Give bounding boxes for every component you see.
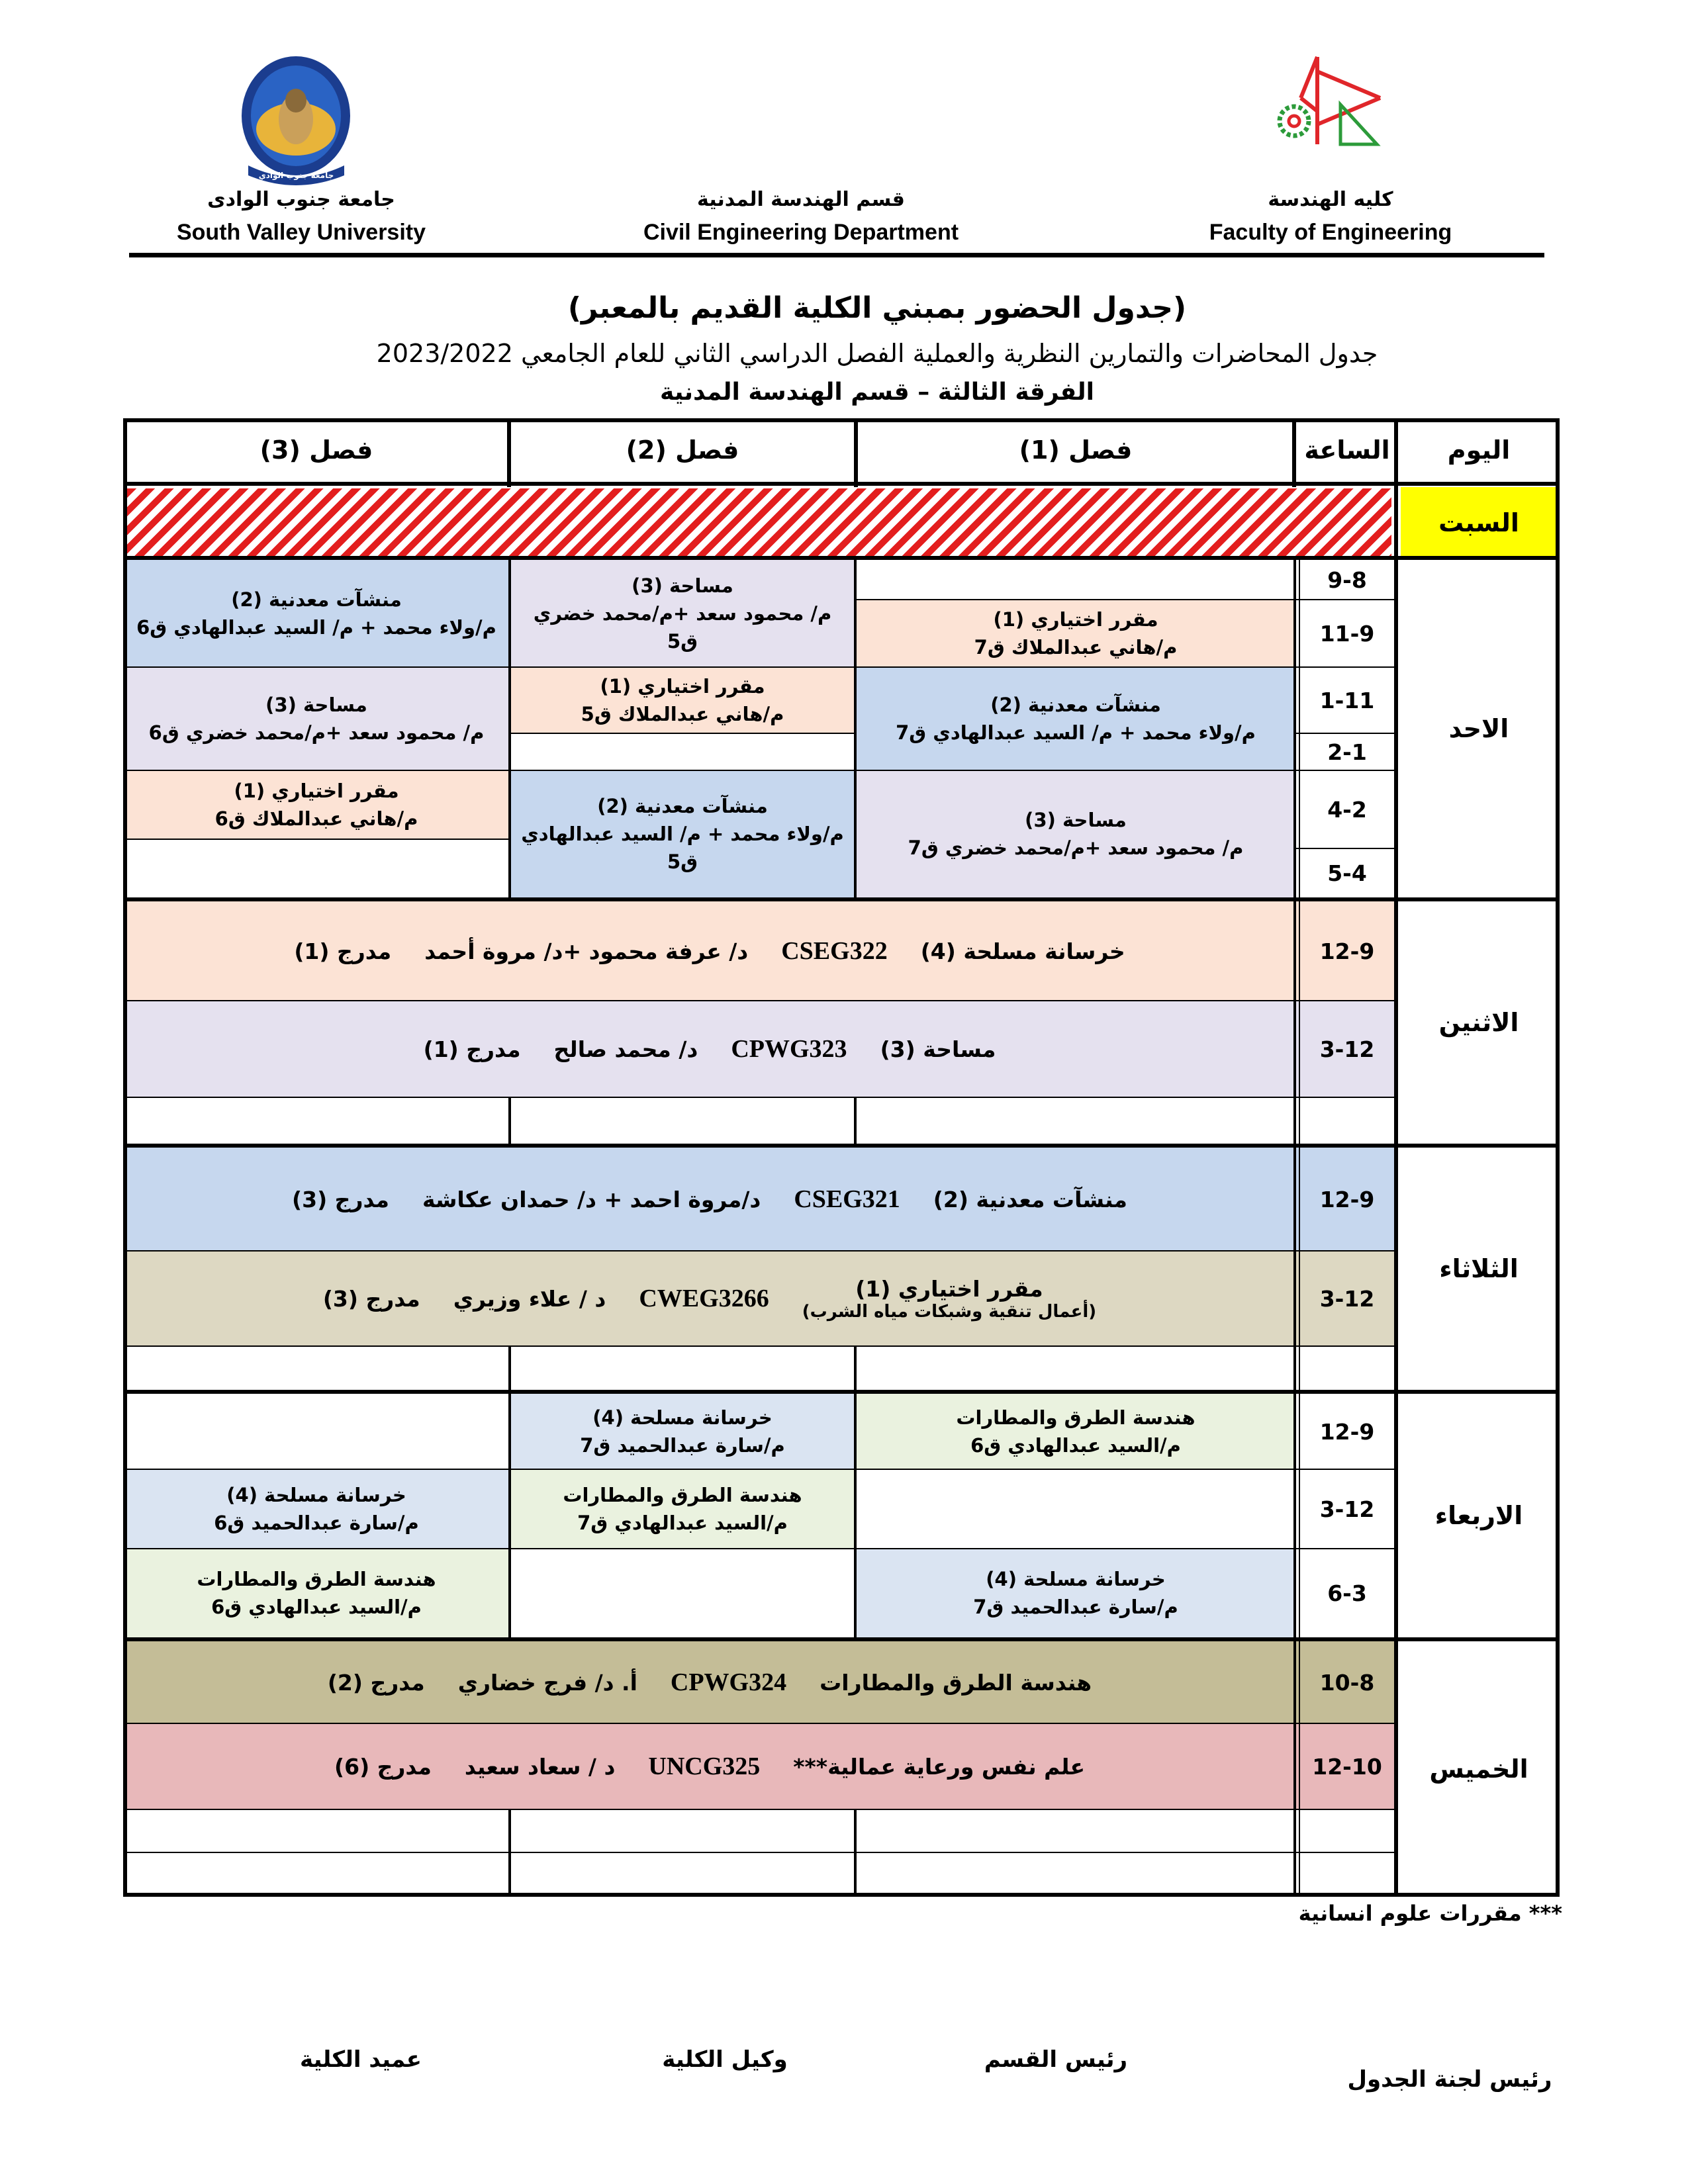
page-subtitle: جدول المحاضرات والتمارين النظرية والعملية الفصل الدراسي الثاني للعام الجامعي 2023/2022 — [376, 339, 1378, 368]
time-mon-2: 3-12 — [1296, 1001, 1398, 1097]
time-sun-3: 1-11 — [1319, 687, 1375, 713]
page-title: (جدول الحضور بمبني الكلية القديم بالمعبر) — [567, 291, 1187, 325]
faculty-name-en: Faculty of Engineering — [1209, 220, 1452, 245]
wed-class2-concrete — [510, 1394, 855, 1469]
course-name: مساحة (3) — [632, 574, 733, 597]
course-hall: مدرج (2) — [327, 1669, 425, 1696]
course-code: CSEG321 — [794, 1185, 900, 1213]
course-name: هندسة الطرق والمطارات — [197, 1568, 436, 1590]
course-lecturer: د / علاء وزيري — [453, 1285, 606, 1312]
header-class-2: فصل (2) — [626, 435, 739, 465]
course-code: CWEG3266 — [639, 1285, 769, 1312]
course-code: CPWG324 — [670, 1668, 787, 1696]
day-wednesday: الاربعاء — [1434, 1501, 1523, 1530]
course-staff: م/سارة عبدالحميد ق7 — [973, 1596, 1178, 1618]
course-name: منشآت معدنية (2) — [231, 588, 402, 611]
university-name-ar: جامعة جنوب الوادى — [207, 188, 395, 211]
course-code: CPWG323 — [731, 1035, 847, 1063]
course-hall: مدرج (1) — [423, 1036, 521, 1062]
row-rule — [1296, 848, 1398, 849]
time-sun-5: 4-2 — [1327, 796, 1367, 823]
course-name: مساحة (3) — [265, 694, 367, 716]
mon-lecture-surveying — [123, 1001, 1296, 1097]
course-code: UNCG325 — [648, 1752, 761, 1780]
row-rule — [123, 1345, 1398, 1347]
class-column-rule — [854, 1392, 857, 1639]
course-name: هندسة الطرق والمطارات — [820, 1669, 1092, 1696]
row-rule — [123, 1097, 1398, 1098]
class-column-rule — [508, 1097, 511, 1148]
course-hall: مدرج (6) — [334, 1753, 432, 1780]
course-lecturer: د/مروة احمد + د/ حمدان عكاشة — [422, 1186, 761, 1212]
table-border-bottom — [123, 1893, 1560, 1897]
day-tuesday: الثلاثاء — [1439, 1254, 1519, 1283]
header-hour: الساعة — [1304, 435, 1390, 465]
saturday-rule — [123, 556, 1560, 560]
day-sunday: الاحد — [1448, 714, 1509, 743]
sun-class1-metal-structures — [855, 667, 1296, 770]
row-rule — [123, 1000, 1398, 1001]
course-lecturer: أ. د/ فرج خضاري — [457, 1669, 637, 1696]
university-logo — [238, 53, 354, 185]
class-column-rule — [508, 1346, 511, 1390]
faculty-logo — [1261, 52, 1393, 151]
sun-class2-metal-structures — [510, 770, 855, 897]
hour-column-rule-inner — [1299, 559, 1300, 1897]
university-logo-caption: جامعة جنوب الوادي — [258, 171, 334, 180]
course-room: ق5 — [667, 630, 698, 653]
course-staff: م/السيد عبدالهادي ق7 — [577, 1512, 788, 1534]
course-hall: مدرج (3) — [292, 1186, 389, 1212]
row-rule — [123, 666, 510, 668]
header-day: اليوم — [1447, 435, 1511, 465]
sun-class3-surveying — [123, 667, 510, 770]
time-thu-2: 12-10 — [1296, 1723, 1398, 1809]
day-rule — [123, 1390, 1560, 1394]
sun-class3-elective — [123, 770, 510, 839]
wed-class2-roads — [510, 1469, 855, 1549]
row-rule — [510, 733, 855, 734]
day-rule — [123, 1637, 1560, 1641]
time-wed-3: 6-3 — [1327, 1580, 1367, 1606]
saturday-no-classes — [127, 488, 1391, 557]
course-staff: م/سارة عبدالحميد ق6 — [214, 1512, 419, 1534]
row-rule — [123, 1469, 1398, 1470]
signature-vice-dean: وكيل الكلية — [662, 2046, 788, 2073]
university-name-en: South Valley University — [176, 220, 426, 245]
signature-department-head: رئيس القسم — [984, 2046, 1128, 2073]
row-rule — [123, 1852, 1398, 1853]
course-staff: م/هاني عبدالملاك ق7 — [974, 636, 1178, 659]
page-section-title: الفرقة الثالثة – قسم الهندسة المدنية — [660, 379, 1094, 406]
row-rule — [123, 1809, 1398, 1810]
course-name: مقرر اختياري (1) — [993, 608, 1158, 631]
course-staff: م/ محمود سعد +م/محمد خضري — [533, 602, 832, 625]
course-name: مساحة (3) — [1025, 809, 1127, 831]
course-name: منشآت معدنية (2) — [990, 694, 1161, 716]
row-rule — [123, 839, 510, 840]
row-rule — [123, 770, 510, 771]
time-sun-6: 5-4 — [1327, 860, 1367, 886]
sun-class3-metal-structures — [123, 560, 510, 667]
department-name-ar: قسم الهندسة المدنية — [697, 188, 905, 211]
table-border-left — [123, 418, 127, 1897]
signature-committee-head: رئيس لجنة الجدول — [1347, 2066, 1552, 2093]
wed-class1-roads — [855, 1394, 1296, 1469]
tue-lecture-elective — [123, 1251, 1296, 1346]
course-code: CSEG322 — [781, 937, 888, 965]
day-rule — [123, 1144, 1560, 1148]
time-sun-1: 9-8 — [1327, 567, 1367, 593]
course-name: مقرر اختياري (1) — [600, 675, 765, 698]
sun-class2-surveying — [510, 560, 855, 667]
course-name: خرسانة مسلحة (4) — [592, 1406, 773, 1429]
letterhead-rule — [129, 253, 1544, 257]
row-rule — [510, 770, 855, 771]
course-staff: م/ محمود سعد +م/محمد خضري ق6 — [148, 721, 485, 744]
header-class-1: فصل (1) — [1019, 435, 1133, 465]
time-mon-1: 12-9 — [1296, 901, 1398, 1001]
course-name: مساحة (3) — [880, 1036, 996, 1062]
sun-class2-elective — [510, 667, 855, 733]
course-staff: م/ محمود سعد +م/محمد خضري ق7 — [908, 837, 1244, 859]
course-lecturer: د / سعاد سعيد — [464, 1753, 616, 1780]
course-name: علم نفس ورعاية عمالية*** — [793, 1753, 1085, 1780]
course-name: هندسة الطرق والمطارات — [563, 1484, 802, 1506]
time-wed-2: 3-12 — [1319, 1496, 1375, 1522]
row-rule — [855, 599, 1398, 600]
header-class-3: فصل (3) — [259, 435, 373, 465]
table-border-right — [1556, 418, 1560, 1897]
class-column-rule — [507, 418, 511, 487]
day-monday: الاثنين — [1438, 1008, 1519, 1037]
course-staff: م/ولاء محمد + م/ السيد عبدالهادي ق6 — [136, 616, 496, 639]
class-column-rule — [508, 559, 511, 897]
time-thu-1: 10-8 — [1296, 1641, 1398, 1723]
thu-lecture-psychology — [123, 1723, 1296, 1809]
course-staff: م/هاني عبدالملاك ق6 — [214, 807, 418, 830]
header-rule — [123, 482, 1560, 486]
course-name: خرسانة مسلحة (4) — [226, 1484, 406, 1506]
course-hall: مدرج (3) — [322, 1285, 420, 1312]
table-border-top — [123, 418, 1560, 422]
class-column-rule — [854, 1097, 857, 1148]
time-sun-2: 11-9 — [1319, 620, 1375, 647]
course-staff: م/السيد عبدالهادي ق6 — [211, 1596, 422, 1618]
course-name: منشآت معدنية (2) — [933, 1186, 1127, 1212]
row-rule — [510, 666, 855, 668]
course-subtitle: (أعمال تنقية وشبكات مياه الشرب) — [802, 1301, 1097, 1322]
course-staff: م/ولاء محمد + م/ السيد عبدالهادي — [521, 823, 844, 845]
course-lecturer: د/ محمد صالح — [553, 1036, 698, 1062]
course-name: خرسانة مسلحة (4) — [920, 938, 1125, 964]
thu-lecture-roads — [123, 1641, 1296, 1723]
row-rule — [855, 666, 1398, 668]
course-staff: م/السيد عبدالهادي ق6 — [970, 1434, 1181, 1457]
day-rule — [123, 897, 1560, 901]
row-rule — [855, 770, 1398, 771]
row-rule — [1296, 733, 1398, 734]
day-saturday: السبت — [1401, 487, 1557, 559]
day-thursday: الخميس — [1429, 1754, 1528, 1784]
course-name: خرسانة مسلحة (4) — [986, 1568, 1166, 1590]
hour-column-rule — [1292, 418, 1296, 487]
class-column-rule — [854, 418, 858, 487]
sun-class1-elective — [855, 600, 1296, 667]
footnote: *** مقررات علوم انسانية — [1298, 1901, 1562, 1926]
wed-class3-concrete — [123, 1469, 510, 1549]
course-name: مقرر اختياري (1) — [234, 780, 399, 802]
time-sun-4: 2-1 — [1327, 739, 1367, 765]
row-rule — [123, 1250, 1398, 1251]
course-name: هندسة الطرق والمطارات — [956, 1406, 1196, 1429]
time-tue-1: 12-9 — [1296, 1148, 1398, 1251]
class-column-rule — [854, 1346, 857, 1390]
department-name-en: Civil Engineering Department — [643, 220, 959, 245]
day-column-rule — [1394, 418, 1398, 1897]
course-name: منشآت معدنية (2) — [597, 795, 768, 817]
class-column-rule — [854, 559, 857, 897]
course-staff: م/سارة عبدالحميد ق7 — [580, 1434, 785, 1457]
course-name: مقرر اختياري (1) — [855, 1275, 1043, 1302]
course-hall: مدرج (1) — [294, 938, 392, 964]
class-column-rule — [508, 1392, 511, 1639]
row-rule — [123, 1723, 1398, 1724]
signature-dean: عميد الكلية — [300, 2046, 422, 2073]
class-column-rule — [854, 1809, 857, 1895]
tue-lecture-metal-structures — [123, 1148, 1296, 1251]
course-lecturer: د/ عرفة محمود +د/ مروة أحمد — [424, 938, 749, 964]
course-room: ق5 — [667, 850, 698, 873]
class-column-rule — [508, 1809, 511, 1895]
hour-column-rule — [1293, 559, 1296, 1897]
time-tue-2: 3-12 — [1296, 1251, 1398, 1346]
wed-class1-concrete — [855, 1549, 1296, 1637]
wed-class3-roads — [123, 1549, 510, 1637]
schedule-table — [123, 418, 1560, 1897]
sun-class1-surveying — [855, 770, 1296, 897]
mon-lecture-concrete — [123, 901, 1296, 1001]
course-staff: م/ولاء محمد + م/ السيد عبدالهادي ق7 — [896, 721, 1256, 744]
row-rule — [123, 1548, 1398, 1549]
course-staff: م/هاني عبدالملاك ق5 — [581, 703, 784, 725]
faculty-name-ar: كليه الهندسة — [1268, 188, 1393, 211]
course-name-block — [802, 1276, 1096, 1322]
time-wed-1: 12-9 — [1319, 1418, 1375, 1445]
